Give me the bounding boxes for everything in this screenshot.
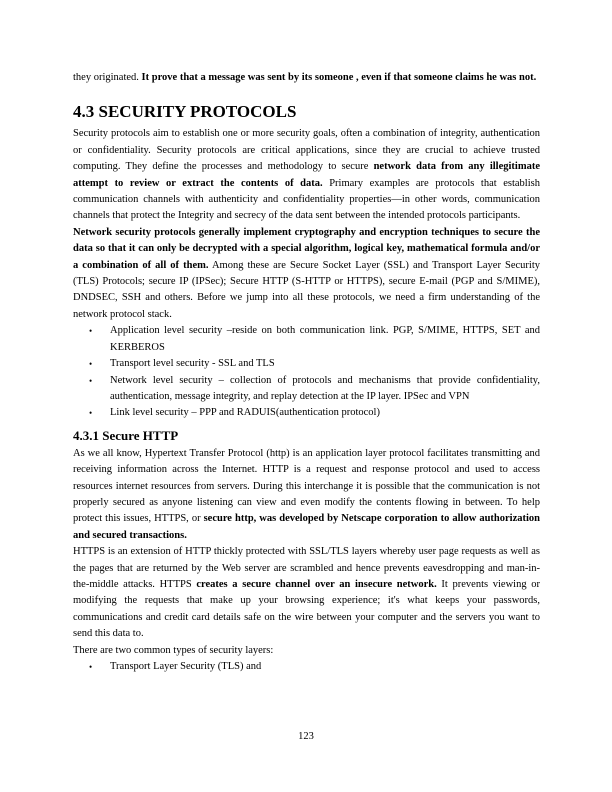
security-levels-list — [73, 323, 540, 421]
subsection-paragraph-1 — [73, 446, 540, 544]
section-p2-text: Among these are Secure Socket Layer (SSL) and Transport Layer Security (TLS) Protocols; secure IP (IPSec); Secure HTTP (S-HTTP or HTTPS), secure E-mail (PGP and S/MIME), DNDSEC, SSH and others. Before we jump into all these protocols, we need a firm understanding of the network protocol stack. — [73, 259, 541, 320]
list-item-text: Transport Layer Security (TLS) and — [110, 661, 262, 672]
subsection-p2-bold: creates a secure channel over an insecure network. — [196, 578, 437, 590]
bullet-icon: • — [89, 359, 93, 370]
list-item — [73, 405, 540, 421]
section-p1-text: Security protocols aim to establish one or more security goals, often a combination of integrity, authentication or confidentiality. Security protocols are critical applications, since they are crucial to achieve trusted computing. They define the processes and methodology to secure — [73, 128, 540, 173]
subsection-paragraph-2 — [73, 544, 540, 642]
page-number: 123 — [298, 731, 314, 742]
security-layers-list — [73, 659, 540, 675]
document-page — [73, 70, 540, 675]
section-p1-bold: network data from any illegitimate attempt to review or extract the contents of data. — [73, 161, 540, 189]
bullet-icon: • — [89, 662, 93, 672]
bullet-icon: • — [89, 408, 93, 419]
list-item-text: Network level security – collection of protocols and mechanisms that provide confidentiality, authentication, message integrity, and replay detection at the IP layer. IPSec and VPN — [110, 374, 540, 402]
section-heading: 4.3 SECURITY PROTOCOLS — [73, 102, 297, 122]
list-item — [73, 356, 540, 372]
bullet-icon: • — [89, 326, 93, 337]
list-item — [73, 323, 540, 356]
intro-paragraph — [73, 70, 540, 86]
intro-bold-text: It prove that a message was sent by its someone , even if that someone claims he was not. — [141, 72, 537, 83]
section-p1-text-2: Primary examples are protocols that establish communication channels with authenticity and confidentiality properties—in other words, communication channels that protect the Integrity and secrecy of the data sent between the intended protocols participants. — [73, 177, 540, 222]
subsection-p2-text-2: It prevents viewing or modifying the requests that make up your browsing experience; it's what keeps your passwords, communications and credit card details safe on the wire between your computer and the servers you want to send this data to. — [73, 578, 540, 640]
section-paragraph-2 — [73, 225, 540, 323]
subsection-p2-text: HTTPS is an extension of HTTP thickly protected with SSL/TLS layers whereby user page requests as well as the pages that are returned by the Web server are scrambled and hence prevents eavesdropping and man-in-the-middle attacks. HTTPS — [73, 546, 540, 590]
list-item-text: Application level security –reside on both communication link. PGP, S/MIME, HTTPS, SET and KERBEROS — [110, 325, 540, 353]
subsection-heading: 4.3.1 Secure HTTP — [73, 427, 179, 443]
list-item-text: Transport level security - SSL and TLS — [110, 358, 275, 370]
subsection-p1-text: As we all know, Hypertext Transfer Protocol (http) is an application layer protocol facilitates transmitting and receiving information across the Internet. HTTP is a request and response protocol and used to access resources internet resources from servers. During this interchange it is possible that the communication is not properly secured as anyone listening can view and even modify the contents flowing in between. To help protect this issues, HTTPS, or — [73, 447, 540, 525]
list-item — [73, 373, 540, 406]
subsection-paragraph-3: There are two common types of security layers: — [73, 644, 274, 656]
list-item-text: Link level security – PPP and RADUIS(authentication protocol) — [110, 407, 380, 419]
list-item — [73, 659, 540, 675]
bullet-icon: • — [89, 375, 93, 386]
section-p2-bold: Network security protocols generally implement cryptography and encryption techniques to secure the data so that it can only be decrypted with a special algorithm, logical key, mathematical formula and/or a combination of all of them. — [73, 226, 540, 271]
intro-text: they originated. — [73, 72, 142, 83]
section-paragraph-1 — [73, 126, 540, 224]
subsection-p1-bold: secure http, was developed by Netscape corporation to allow authorization and secured transactions. — [73, 513, 540, 541]
